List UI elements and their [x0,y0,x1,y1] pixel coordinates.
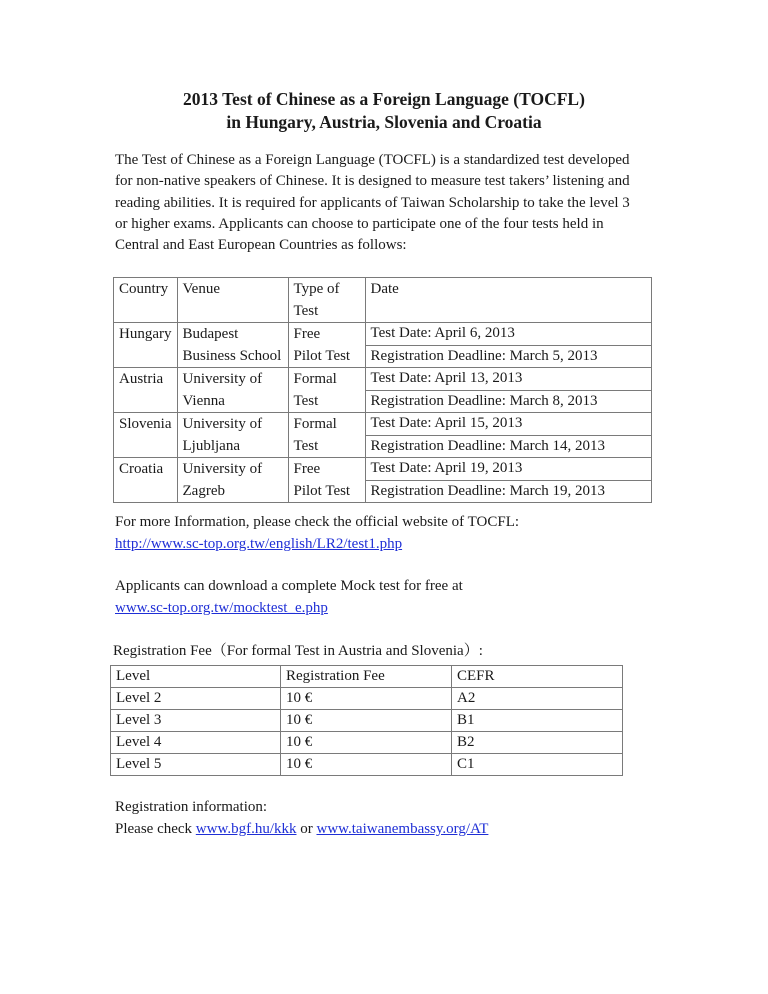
intro-line: for non-native speakers of Chinese. It is designed to measure test takers’ listening and [115,173,630,190]
registration-prefix: Please check [115,821,196,837]
cell-deadline: Registration Deadline: March 8, 2013 [365,390,651,413]
cell-country: Austria [114,368,178,413]
bgf-link[interactable]: www.bgf.hu/kkk [195,821,297,837]
cell-venue: University of Vienna [177,368,288,413]
intro-line: or higher exams. Applicants can choose to participate one of the four tests held in [115,215,604,232]
cell-cefr: C1 [452,754,623,776]
cell-cefr: B2 [452,732,623,754]
cell-test-date: Test Date: April 15, 2013 [365,413,651,436]
tocfl-website-link-wrap [115,534,402,555]
test-schedule-table [113,277,652,503]
cell-type: Formal Test [288,413,365,458]
table-row [111,754,623,776]
intro-line: The Test of Chinese as a Foreign Language (TOCFL) is a standardized test developed [115,152,630,168]
table-row [111,732,623,754]
tocfl-website-link[interactable]: http://www.sc-top.org.tw/english/LR2/test1.php [115,536,403,552]
table-header-row [111,666,623,688]
header-country: Country [114,278,178,323]
cell-level: Level 2 [111,688,281,710]
header-date: Date [365,278,651,323]
table-row [114,458,652,481]
cell-cefr: B1 [452,710,623,732]
cell-fee: 10 € [281,688,452,710]
more-info-text: For more Information, please check the official website of TOCFL: [115,514,520,530]
table-row [114,368,652,391]
cell-venue: University of Ljubljana [177,413,288,458]
registration-fee-table [110,665,623,776]
registration-or: or [296,821,317,837]
cell-type: Free Pilot Test [288,323,365,368]
cell-level: Level 4 [111,732,281,754]
cell-deadline: Registration Deadline: March 5, 2013 [365,345,651,368]
cell-type: Formal Test [288,368,365,413]
cell-type: Free Pilot Test [288,458,365,503]
cell-deadline: Registration Deadline: March 14, 2013 [365,435,651,458]
cell-test-date: Test Date: April 19, 2013 [365,458,651,481]
intro-line: reading abilities. It is required for applicants of Taiwan Scholarship to take the level 3 [115,194,630,211]
cell-test-date: Test Date: April 13, 2013 [365,368,651,391]
fee-heading: Registration Fee（For formal Test in Austria and Slovenia）: [113,643,483,659]
taiwan-embassy-link[interactable]: www.taiwanembassy.org/AT [316,821,489,837]
table-row [114,413,652,436]
intro-line: Central and East European Countries as follows: [115,237,407,254]
cell-level: Level 3 [111,710,281,732]
cell-country: Slovenia [114,413,178,458]
cell-fee: 10 € [281,732,452,754]
header-cefr: CEFR [452,666,623,688]
registration-links-line [115,819,488,840]
table-row [111,710,623,732]
mock-test-link[interactable]: www.sc-top.org.tw/mocktest_e.php [115,600,328,616]
cell-fee: 10 € [281,710,452,732]
header-fee: Registration Fee [281,666,452,688]
mock-test-link-wrap [115,598,328,619]
page-title-line-2: in Hungary, Austria, Slovenia and Croatia [226,112,542,132]
cell-level: Level 5 [111,754,281,776]
table-row [114,323,652,346]
registration-heading: Registration information: [115,799,268,815]
cell-venue: University of Zagreb [177,458,288,503]
cell-country: Hungary [114,323,178,368]
intro-paragraph [115,150,675,256]
header-venue: Venue [177,278,288,323]
table-header-row [114,278,652,323]
page-title-line-1: 2013 Test of Chinese as a Foreign Language (TOCFL) [183,89,585,109]
cell-test-date: Test Date: April 6, 2013 [365,323,651,346]
header-level: Level [111,666,281,688]
cell-country: Croatia [114,458,178,503]
header-type: Type of Test [288,278,365,323]
mock-test-text: Applicants can download a complete Mock test for free at [115,578,463,594]
cell-venue: Budapest Business School [177,323,288,368]
cell-fee: 10 € [281,754,452,776]
table-row [111,688,623,710]
cell-cefr: A2 [452,688,623,710]
cell-deadline: Registration Deadline: March 19, 2013 [365,480,651,503]
